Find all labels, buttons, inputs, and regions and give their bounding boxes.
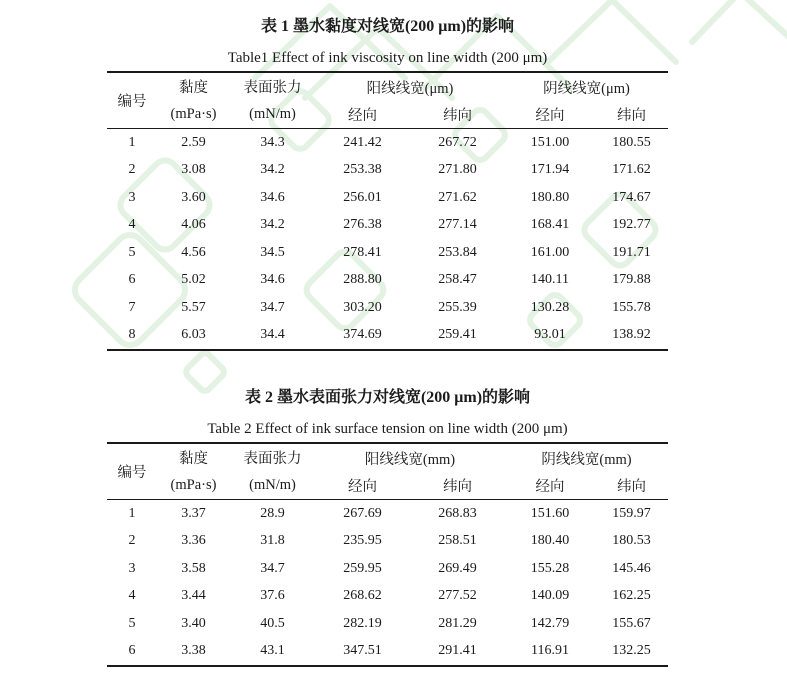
table-cell: 277.52 (438, 588, 477, 604)
table-cell: 271.80 (438, 162, 477, 178)
table2-ink-surface-tension (107, 442, 668, 667)
table-cell: 2.59 (181, 134, 206, 150)
table-cell: 1 (128, 505, 136, 521)
table-cell: 43.1 (260, 643, 285, 659)
table-row (107, 212, 668, 240)
table1-col-positive-warp: 经向 (348, 108, 377, 124)
table-cell: 171.62 (612, 162, 651, 178)
table-cell: 3.36 (181, 533, 206, 549)
surface-tension-unit: (mN/m) (249, 476, 296, 493)
table-cell: 171.94 (530, 162, 570, 178)
table-cell: 168.41 (530, 217, 570, 233)
table-cell: 34.2 (260, 162, 285, 178)
table-cell: 235.95 (343, 533, 382, 549)
table-cell: 180.53 (612, 533, 651, 549)
table2-col-surface-tension (230, 443, 315, 500)
table-cell: 161.00 (530, 244, 570, 260)
viscosity-label: 黏度 (179, 450, 208, 467)
table-cell: 271.62 (438, 189, 477, 205)
table-cell: 6 (128, 272, 136, 288)
table-cell: 34.3 (260, 134, 285, 150)
table-cell: 259.95 (343, 560, 382, 576)
table-cell: 116.91 (531, 643, 569, 659)
table-cell: 34.7 (260, 299, 285, 315)
table-cell: 34.6 (260, 189, 285, 205)
table-cell: 34.4 (260, 327, 285, 343)
table1-col-negative-linewidth: 阴线线宽(μm) (543, 80, 630, 97)
table-cell: 268.83 (438, 505, 477, 521)
table1-col-negative-warp: 经向 (535, 108, 565, 124)
table-cell: 130.28 (530, 299, 570, 315)
table1-col-surface-tension (230, 72, 315, 129)
table-cell: 4 (128, 217, 136, 233)
table-cell: 151.60 (530, 505, 570, 521)
table-cell: 151.00 (530, 134, 570, 150)
table-cell: 8 (128, 327, 136, 343)
table-cell: 267.72 (438, 134, 477, 150)
table-cell: 288.80 (343, 272, 382, 288)
table-cell: 268.62 (343, 588, 382, 604)
table-cell: 180.40 (530, 533, 570, 549)
table2-header (107, 443, 668, 500)
surface-tension-label: 表面张力 (243, 450, 302, 467)
table-cell: 162.25 (612, 588, 651, 604)
table-cell: 2 (128, 162, 136, 178)
table-cell: 3.40 (181, 615, 206, 631)
table1-header (107, 72, 668, 129)
table1-col-id: 编号 (117, 94, 147, 110)
table2-col-positive-weft: 纬向 (443, 479, 472, 495)
table-cell: 140.09 (530, 588, 570, 604)
table2-col-negative-weft: 纬向 (617, 479, 646, 495)
viscosity-unit: (mPa·s) (170, 105, 217, 122)
table-cell: 291.41 (438, 643, 477, 659)
table-cell: 3.38 (181, 643, 206, 659)
table-cell: 174.67 (612, 189, 651, 205)
table-cell: 5.57 (181, 299, 206, 315)
table-cell: 34.6 (260, 272, 285, 288)
table1-ink-viscosity (107, 71, 668, 351)
table-row (107, 528, 668, 556)
table-cell: 138.92 (612, 327, 651, 343)
table-cell: 37.6 (260, 588, 285, 604)
table-cell: 34.7 (260, 560, 285, 576)
table-cell: 5 (128, 244, 136, 260)
table-row (107, 267, 668, 295)
table-cell: 4.06 (181, 217, 206, 233)
table-cell: 277.14 (438, 217, 477, 233)
table-cell: 7 (128, 299, 136, 315)
table1-title-zh: 表 1 墨水黏度对线宽(200 μm)的影响 (260, 18, 515, 35)
table-cell: 31.8 (260, 533, 285, 549)
table-cell: 155.78 (612, 299, 651, 315)
table-cell: 278.41 (343, 244, 382, 260)
table-row (107, 294, 668, 322)
table-cell: 34.2 (260, 217, 285, 233)
table-row (107, 322, 668, 351)
table-row (107, 239, 668, 267)
table-cell: 3.44 (181, 588, 206, 604)
table-cell: 241.42 (343, 134, 382, 150)
table-row (107, 610, 668, 638)
table2-title-zh: 表 2 墨水表面张力对线宽(200 μm)的影响 (244, 389, 531, 406)
table-cell: 3.08 (181, 162, 206, 178)
table-cell: 5 (128, 615, 136, 631)
table-cell: 191.71 (612, 244, 651, 260)
table-cell: 140.11 (531, 272, 569, 288)
table-cell: 145.46 (612, 560, 651, 576)
table-cell: 155.28 (530, 560, 570, 576)
table1-title-en: Table1 Effect of ink viscosity on line width (200 μm) (227, 50, 548, 66)
table-cell: 142.79 (530, 615, 570, 631)
table-cell: 374.69 (343, 327, 382, 343)
table-cell: 282.19 (343, 615, 382, 631)
table-cell: 3.60 (181, 189, 206, 205)
viscosity-label: 黏度 (179, 79, 208, 96)
table-cell: 303.20 (343, 299, 382, 315)
table-cell: 192.77 (612, 217, 651, 233)
table-cell: 28.9 (260, 505, 285, 521)
table-cell: 6.03 (181, 327, 206, 343)
table-cell: 93.01 (534, 327, 566, 343)
table-row (107, 555, 668, 583)
table-cell: 269.49 (438, 560, 477, 576)
table-cell: 276.38 (343, 217, 382, 233)
table2-col-positive-linewidth: 阳线线宽(mm) (364, 451, 456, 468)
table-row (107, 129, 668, 157)
table-cell: 2 (128, 533, 136, 549)
viscosity-unit: (mPa·s) (170, 476, 217, 493)
table-cell: 159.97 (612, 505, 651, 521)
table-cell: 5.02 (181, 272, 206, 288)
table-cell: 255.39 (438, 299, 477, 315)
table-cell: 34.5 (260, 244, 285, 260)
table2-col-positive-warp: 经向 (348, 479, 377, 495)
table-cell: 4 (128, 588, 136, 604)
table-cell: 179.88 (612, 272, 651, 288)
table-cell: 180.80 (530, 189, 570, 205)
table-cell: 253.38 (343, 162, 382, 178)
table-cell: 3 (128, 560, 136, 576)
surface-tension-unit: (mN/m) (249, 105, 296, 122)
table-cell: 259.41 (438, 327, 477, 343)
table-cell: 3.58 (181, 560, 206, 576)
table2-title-en: Table 2 Effect of ink surface tension on line width (200 μm) (207, 421, 568, 437)
table-row (107, 500, 668, 528)
table-cell: 4.56 (181, 244, 206, 260)
table-cell: 253.84 (438, 244, 477, 260)
page-content (107, 0, 668, 667)
table-row (107, 184, 668, 212)
table1-col-viscosity (157, 72, 230, 129)
table2-col-viscosity (157, 443, 230, 500)
table-cell: 180.55 (612, 134, 651, 150)
table-cell: 3 (128, 189, 136, 205)
table-cell: 347.51 (343, 643, 382, 659)
table-row (107, 583, 668, 611)
table-cell: 3.37 (181, 505, 206, 521)
table-cell: 155.67 (612, 615, 651, 631)
surface-tension-label: 表面张力 (243, 79, 302, 96)
table-cell: 258.51 (438, 533, 477, 549)
table-cell: 281.29 (438, 615, 477, 631)
table1-col-positive-linewidth: 阳线线宽(μm) (366, 80, 454, 97)
table-cell: 6 (128, 643, 136, 659)
table-cell: 256.01 (343, 189, 382, 205)
table-row (107, 638, 668, 667)
table-row (107, 157, 668, 185)
table1-col-negative-weft: 纬向 (617, 108, 646, 124)
table2-col-id: 编号 (117, 465, 147, 481)
table-cell: 40.5 (260, 615, 285, 631)
table-cell: 258.47 (438, 272, 477, 288)
table-cell: 267.69 (343, 505, 382, 521)
table2-body (107, 500, 668, 667)
table-cell: 1 (128, 134, 136, 150)
table-cell: 132.25 (612, 643, 651, 659)
table2-col-negative-linewidth: 阴线线宽(mm) (541, 451, 632, 468)
table1-body (107, 129, 668, 351)
table1-col-positive-weft: 纬向 (443, 108, 472, 124)
table2-col-negative-warp: 经向 (535, 479, 565, 495)
